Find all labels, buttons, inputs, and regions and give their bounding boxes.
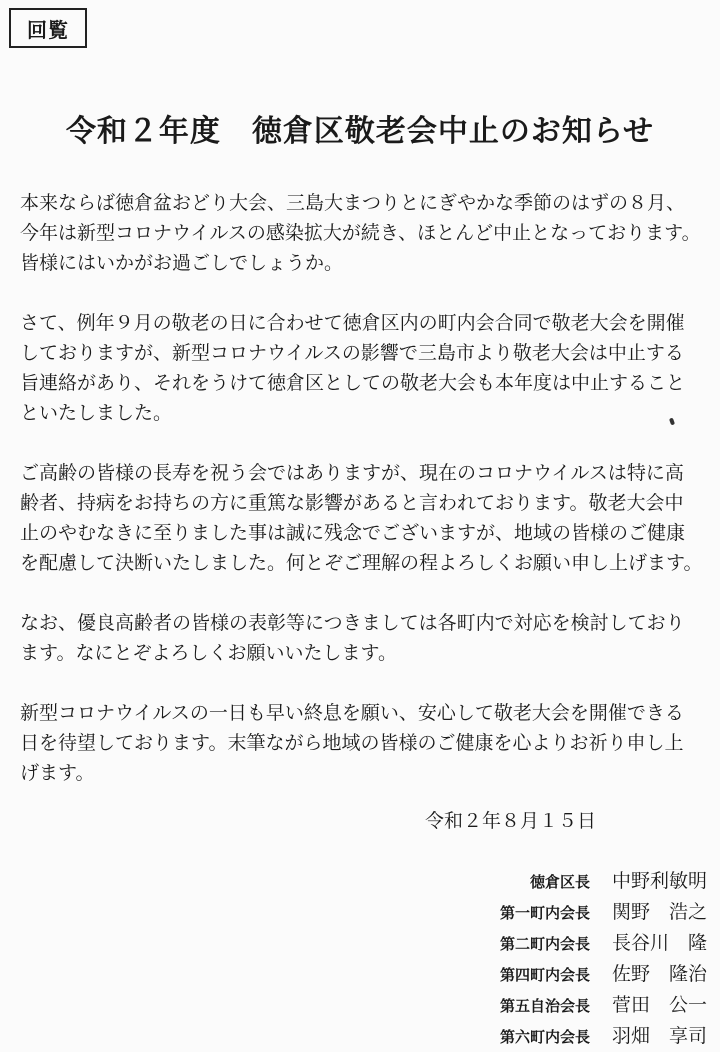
signatory-name: 菅田 公一	[612, 994, 708, 1016]
notice-title: 令和２年度 徳倉区敬老会中止のお知らせ	[65, 114, 655, 149]
paragraph-5	[20, 698, 718, 788]
text-line: げます。	[20, 762, 95, 784]
text-line: 皆様にはいかがお過ごしでしょうか。	[20, 252, 344, 274]
signatory-name: 関野 浩之	[612, 901, 708, 923]
text-line: しておりますが、新型コロナウイルスの影響で三島市より敬老大会は中止する	[20, 342, 684, 364]
signatory-name: 佐野 隆治	[612, 963, 708, 985]
signatory-role: 第二町内会長	[499, 935, 590, 953]
signatory-name: 長谷川 隆	[612, 932, 708, 954]
signatory-row	[470, 897, 715, 928]
signatory-row	[470, 990, 715, 1021]
signatory-name: 羽畑 享司	[612, 1025, 708, 1047]
signatory-row	[470, 928, 715, 959]
text-line: 日を待望しております。末筆ながら地域の皆様のご健康を心よりお祈り申し上	[20, 732, 684, 754]
text-line: を配慮して決断いたしました。何とぞご理解の程よろしくお願い申し上げます。	[20, 552, 703, 574]
signatory-name: 中野利敏明	[612, 870, 708, 892]
text-line: さて、例年９月の敬老の日に合わせて徳倉区内の町内会合同で敬老大会を開催	[20, 312, 685, 334]
paragraph-4	[20, 608, 718, 668]
signatory-row	[470, 1021, 715, 1052]
signatory-row	[470, 866, 715, 897]
text-line: 新型コロナウイルスの一日も早い終息を願い、安心して敬老大会を開催できる	[20, 702, 684, 724]
issue-date: 令和２年８月１５日	[425, 810, 597, 832]
paragraph-1	[20, 188, 718, 278]
paragraph-2	[20, 308, 718, 428]
signatory-role: 第四町内会長	[499, 966, 590, 984]
signatory-list	[470, 866, 715, 1052]
text-line: 齢者、持病をお持ちの方に重篤な影響があると言われております。敬老大会中	[20, 492, 684, 514]
text-line: ます。なにとぞよろしくお願いいたします。	[20, 642, 397, 664]
signatory-role: 第五自治会長	[499, 997, 590, 1015]
text-line: なお、優良高齢者の皆様の表彰等につきましては各町内で対応を検討しており	[20, 612, 685, 634]
text-line: といたしました。	[20, 402, 173, 424]
notice-body	[20, 188, 718, 818]
text-line: ご高齢の皆様の長寿を祝う会ではありますが、現在のコロナウイルスは特に高	[20, 462, 684, 484]
text-line: 止のやむなきに至りました事は誠に残念でございますが、地域の皆様のご健康	[20, 522, 686, 544]
text-line: 旨連絡があり、それをうけて徳倉区としての敬老大会も本年度は中止すること	[20, 372, 686, 394]
text-line: 本来ならば徳倉盆おどり大会、三島大まつりとにぎやかな季節のはずの８月、	[20, 192, 686, 214]
signatory-role: 徳倉区長	[529, 873, 590, 891]
paragraph-3	[20, 458, 718, 578]
signatory-role: 第六町内会長	[499, 1028, 590, 1046]
signatory-role: 第一町内会長	[499, 904, 590, 922]
circulation-stamp: 回覧	[9, 8, 87, 48]
signatory-row	[470, 959, 715, 990]
text-line: 今年は新型コロナウイルスの感染拡大が続き、ほとんど中止となっております。	[20, 222, 701, 244]
